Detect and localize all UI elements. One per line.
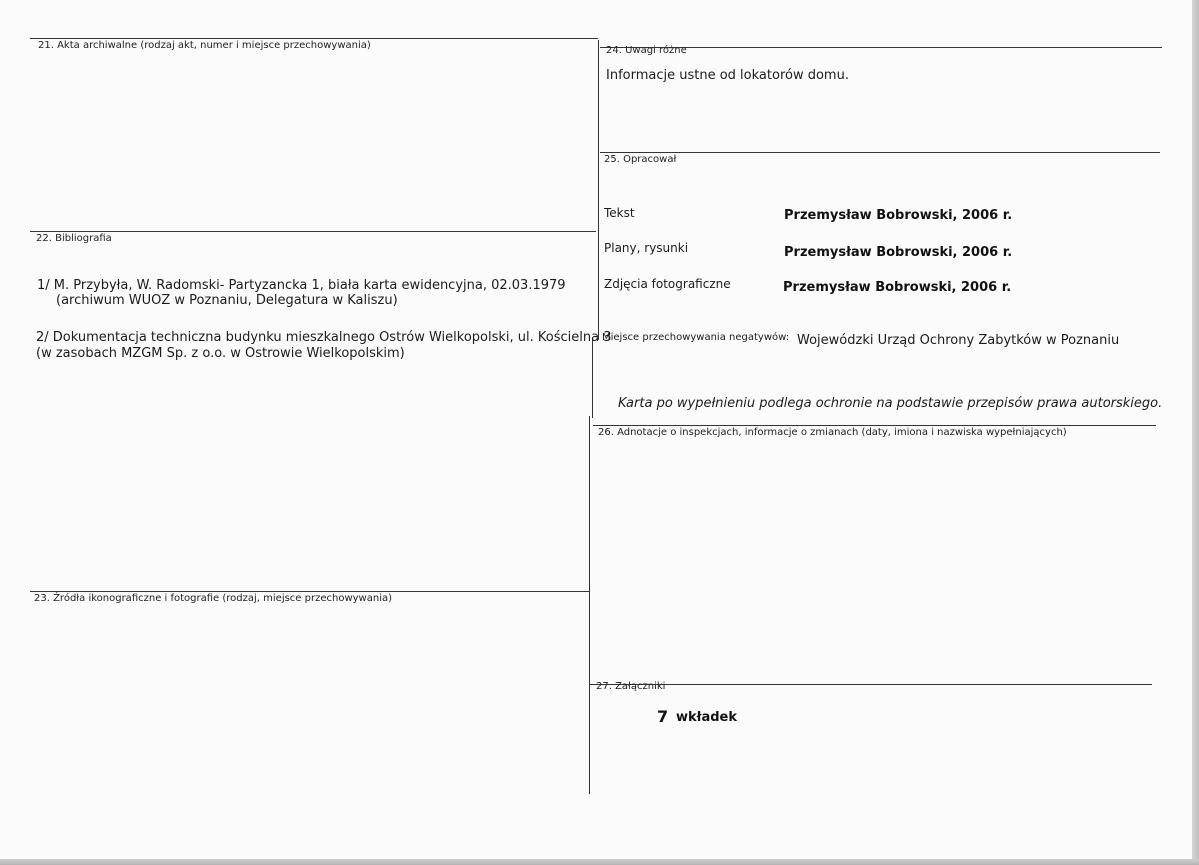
negatives-location-value: Wojewódzki Urząd Ochrony Zabytków w Poznaniu <box>797 333 1120 348</box>
author-row-value: Przemysław Bobrowski, 2006 r. <box>783 280 1012 295</box>
author-row-value: Przemysław Bobrowski, 2006 r. <box>784 208 1013 223</box>
divider-27-top <box>589 684 1152 685</box>
divider-vertical-upper <box>598 40 599 340</box>
copyright-note: Karta po wypełnieniu podlega ochronie na podstawie przepisów prawa autorskiego. <box>618 396 1163 411</box>
divider-vertical-bottom <box>589 416 590 794</box>
attachments-count: 7 <box>657 707 669 726</box>
author-row-value: Przemysław Bobrowski, 2006 r. <box>784 245 1013 260</box>
divider-top-left <box>30 38 598 39</box>
author-row-key: Plany, rysunki <box>604 241 689 255</box>
divider-25-top <box>600 152 1160 153</box>
scan-edge-right <box>1192 0 1199 865</box>
divider-22-top <box>30 231 596 232</box>
negatives-location-label: Miejsce przechowywania negatywów: <box>602 332 790 343</box>
section-27-label: 27. Załączniki <box>596 681 666 692</box>
bibliography-item: 2/ Dokumentacja techniczna budynku mieszkalnego Ostrów Wielkopolski, ul. Kościelna 3 <box>36 330 612 345</box>
scan-edge-bottom <box>0 859 1199 865</box>
section-21-label: 21. Akta archiwalne (rodzaj akt, numer i miejsce przechowywania) <box>38 40 371 51</box>
divider-23-top <box>30 591 589 592</box>
bibliography-item: 1/ M. Przybyła, W. Radomski- Partyzancka 1, biała karta ewidencyjna, 02.03.1979 <box>37 278 566 293</box>
section-26-label: 26. Adnotacje o inspekcjach, informacje o zmianach (daty, imiona i nazwiska wypełniających) <box>598 427 1067 438</box>
attachments-text: wkładek <box>676 710 738 725</box>
section-23-label: 23. Źródła ikonograficzne i fotografie (rodzaj, miejsce przechowywania) <box>34 593 393 604</box>
bibliography-item: (archiwum WUOZ w Poznaniu, Delegatura w Kaliszu) <box>56 293 398 308</box>
divider-26-top <box>593 425 1156 426</box>
remarks-text: Informacje ustne od lokatorów domu. <box>606 68 849 83</box>
section-25-label: 25. Opracował <box>604 154 677 165</box>
section-24-label: 24. Uwagi różne <box>606 45 687 56</box>
bibliography-item: (w zasobach MZGM Sp. z o.o. w Ostrowie Wielkopolskim) <box>36 346 405 361</box>
divider-vertical-lower <box>592 338 593 418</box>
author-row-key: Tekst <box>604 206 635 220</box>
author-row-key: Zdjęcia fotograficzne <box>604 277 731 291</box>
section-22-label: 22. Bibliografia <box>36 233 112 244</box>
